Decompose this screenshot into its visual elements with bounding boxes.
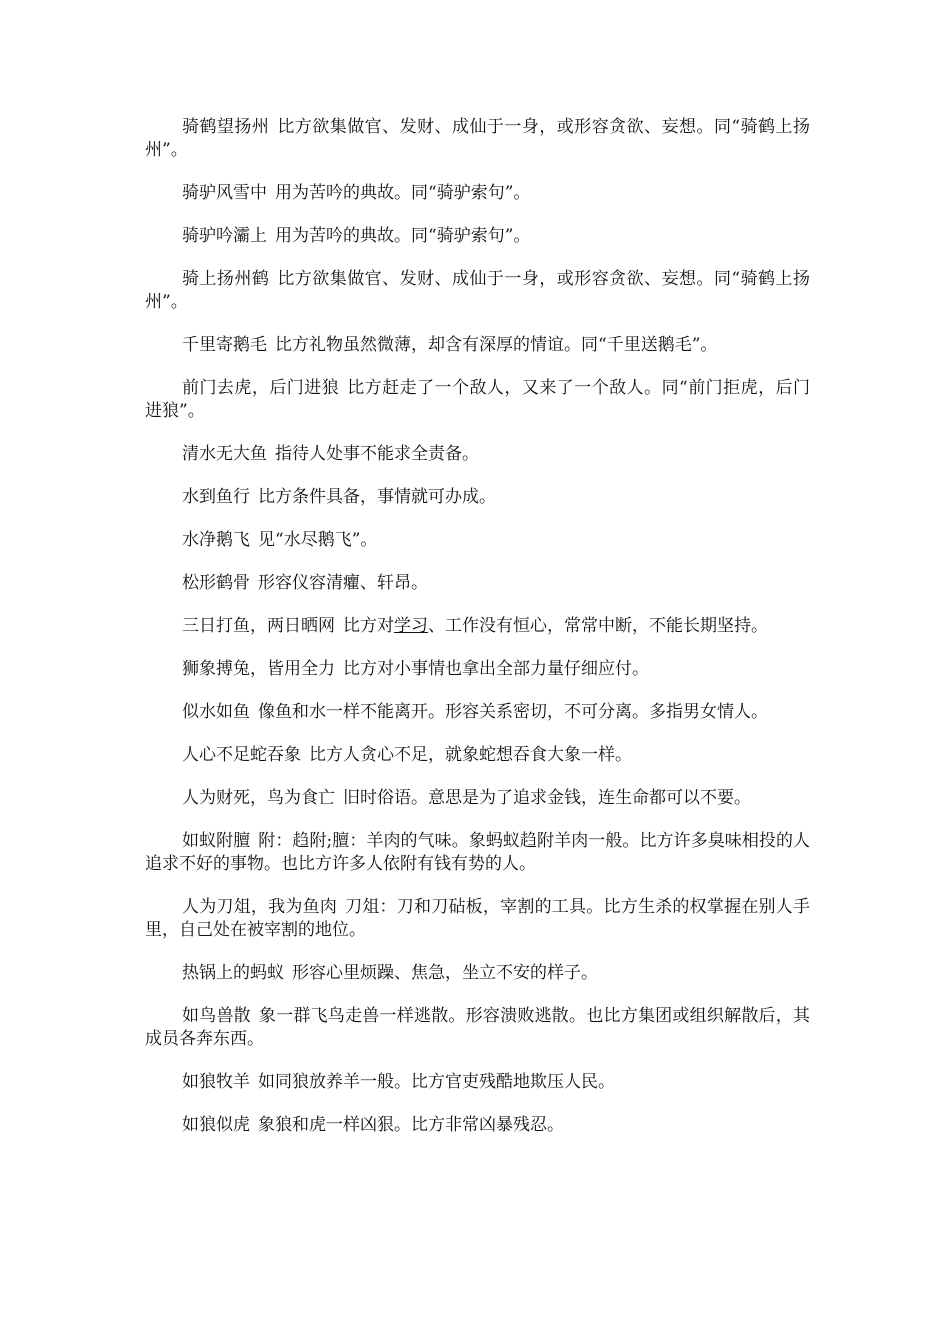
idiom-entry	[145, 268, 810, 314]
idiom-term: 骑上扬州鹤	[182, 269, 270, 289]
idiom-definition: 象一群飞鸟走兽一样逃散。形容溃败逃散。也比方集团或组织解散后，其成员各奔东西。	[145, 1006, 811, 1049]
idiom-definition: 用为苦吟的典故。同“骑驴索句”。	[275, 183, 531, 203]
idiom-definition: 见“水尽鹅飞”。	[258, 530, 378, 550]
idiom-term: 骑鹤望扬州	[182, 117, 270, 137]
idiom-entry	[145, 896, 810, 942]
idiom-definition: 如同狼放养羊一般。比方官吏残酷地欺压人民。	[258, 1072, 615, 1092]
idiom-term: 人为财死，鸟为食亡	[182, 788, 335, 808]
idiom-definition: 比方条件具备，事情就可办成。	[258, 487, 496, 507]
idiom-definition: 比方赶走了一个敌人，又来了一个敌人。同“前门拒虎，后门进狼”。	[145, 378, 810, 421]
idiom-definition: 旧时俗语。意思是为了追求金钱，连生命都可以不要。	[343, 788, 751, 808]
idiom-definition-pre: 比方对	[343, 616, 394, 636]
idiom-entry	[145, 443, 810, 466]
idiom-entry	[145, 1005, 810, 1051]
idiom-entry	[145, 787, 810, 810]
idiom-term: 人为刀俎，我为鱼肉	[182, 897, 338, 917]
idiom-term: 松形鹤骨	[182, 573, 250, 593]
idiom-term: 如狼牧羊	[182, 1072, 250, 1092]
idiom-definition: 用为苦吟的典故。同“骑驴索句”。	[275, 226, 531, 246]
idiom-definition: 比方对小事情也拿出全部力量仔细应付。	[343, 659, 649, 679]
idiom-definition: 形容仪容清癯、轩昂。	[258, 573, 428, 593]
idiom-term: 水净鹅飞	[182, 530, 250, 550]
idiom-term: 如蚁附膻	[182, 831, 251, 851]
idiom-term: 如鸟兽散	[182, 1006, 251, 1026]
idiom-entry	[145, 334, 810, 357]
idiom-definition: 比方欲集做官、发财、成仙于一身，或形容贪欲、妄想。同“骑鹤上扬州”。	[145, 117, 810, 160]
idiom-definition-post: 、工作没有恒心，常常中断，不能长期坚持。	[428, 616, 768, 636]
idiom-term: 如狼似虎	[182, 1115, 250, 1135]
idiom-definition: 形容心里烦躁、焦急，坐立不安的样子。	[292, 963, 598, 983]
idiom-term: 热锅上的蚂蚁	[182, 963, 284, 983]
idiom-term: 似水如鱼	[182, 702, 250, 722]
idiom-definition: 比方人贪心不足，就象蛇想吞食大象一样。	[309, 745, 632, 765]
idiom-definition: 比方欲集做官、发财、成仙于一身，或形容贪欲、妄想。同“骑鹤上扬州”。	[145, 269, 810, 312]
idiom-term: 狮象搏兔，皆用全力	[182, 659, 335, 679]
idiom-entry	[145, 116, 810, 162]
idiom-entry	[145, 615, 810, 638]
idiom-entry	[145, 182, 810, 205]
idiom-definition: 刀俎：刀和刀砧板，宰割的工具。比方生杀的权掌握在别人手里，自己处在被宰割的地位。	[145, 897, 811, 940]
idiom-definition: 象狼和虎一样凶狠。比方非常凶暴残忍。	[258, 1115, 564, 1135]
idiom-term: 水到鱼行	[182, 487, 250, 507]
idiom-definition: 附：趋附;膻：羊肉的气味。象蚂蚁趋附羊肉一般。比方许多臭味相投的人追求不好的事物。也比方许多人依附有钱有势的人。	[145, 831, 811, 874]
idiom-entry	[145, 572, 810, 595]
idiom-term: 三日打鱼，两日晒网	[182, 616, 335, 636]
idiom-entry	[145, 486, 810, 509]
idiom-entry	[145, 225, 810, 248]
idiom-entry	[145, 701, 810, 724]
idiom-definition: 比方礼物虽然微薄，却含有深厚的情谊。同“千里送鹅毛”。	[275, 335, 718, 355]
idiom-entry	[145, 744, 810, 767]
idiom-entry	[145, 377, 810, 423]
idiom-entry	[145, 830, 810, 876]
study-link[interactable]: 学习	[394, 616, 428, 636]
idiom-term: 骑驴风雪中	[182, 183, 267, 203]
idiom-entry	[145, 1114, 810, 1137]
idiom-term: 人心不足蛇吞象	[182, 745, 301, 765]
idiom-definition: 像鱼和水一样不能离开。形容关系密切，不可分离。多指男女情人。	[258, 702, 768, 722]
idiom-term: 前门去虎，后门进狼	[182, 378, 340, 398]
idiom-entry	[145, 962, 810, 985]
idiom-term: 清水无大鱼	[182, 444, 267, 464]
idiom-entry	[145, 658, 810, 681]
idiom-entry	[145, 1071, 810, 1094]
idiom-list	[145, 116, 810, 1157]
idiom-term: 骑驴吟灞上	[182, 226, 267, 246]
idiom-entry	[145, 529, 810, 552]
idiom-term: 千里寄鹅毛	[182, 335, 267, 355]
idiom-definition: 指待人处事不能求全责备。	[275, 444, 479, 464]
